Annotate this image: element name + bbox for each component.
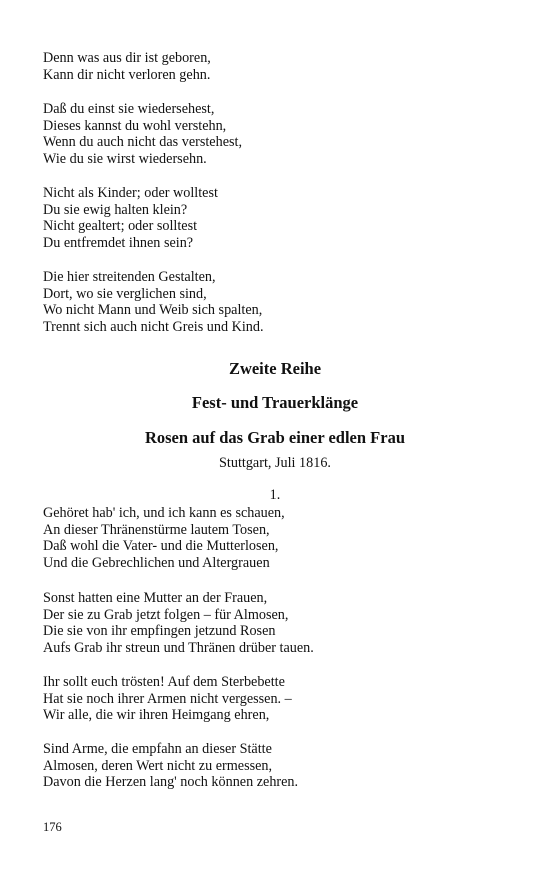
subsection-heading: Fest- und Trauerklänge xyxy=(191,393,359,412)
stanza xyxy=(43,101,513,167)
stanza xyxy=(43,185,513,251)
verse-line: Und die Gebrechlichen und Altergrauen xyxy=(43,554,270,571)
verse-line: Gehöret hab' ich, und ich kann es schauen, xyxy=(43,505,285,521)
stanza xyxy=(43,269,513,335)
page-number: 176 xyxy=(43,820,62,834)
stanza xyxy=(43,50,513,83)
stanza xyxy=(43,674,513,724)
verse-line: Denn was aus dir ist geboren, xyxy=(43,50,211,66)
verse-line: Dort, wo sie verglichen sind, xyxy=(43,285,207,302)
stanza xyxy=(43,741,513,791)
verse-line: An dieser Thränenstürme lautem Tosen, xyxy=(43,521,270,538)
poem-title: Rosen auf das Grab einer edlen Frau xyxy=(144,428,406,447)
verse-line: Hat sie noch ihrer Armen nicht vergessen. – xyxy=(43,690,292,707)
verse-line: Wir alle, die wir ihren Heimgang ehren, xyxy=(43,707,270,724)
verse-line: Nicht als Kinder; oder wolltest xyxy=(43,185,218,201)
verse-line: Daß wohl die Vater- und die Mutterlosen, xyxy=(43,538,279,555)
verse-line: Du entfremdet ihnen sein? xyxy=(43,234,194,251)
verse-line: Davon die Herzen lang' noch können zehren. xyxy=(43,774,299,791)
verse-line: Wenn du auch nicht das verstehest, xyxy=(43,134,242,151)
verse-line: Wo nicht Mann und Weib sich spalten, xyxy=(43,302,263,319)
verse-line: Nicht gealtert; oder solltest xyxy=(43,218,198,235)
verse-line: Wie du sie wirst wiedersehn. xyxy=(43,150,207,167)
verse-line: Die sie von ihr empfingen jetzund Rosen xyxy=(43,623,276,640)
verse-line: Almosen, deren Wert nicht zu ermessen, xyxy=(43,757,273,774)
verse-line: Dieses kannst du wohl verstehn, xyxy=(43,117,227,134)
stanza xyxy=(43,505,513,571)
section-heading: Zweite Reihe xyxy=(228,359,322,378)
verse-line: Ihr sollt euch trösten! Auf dem Sterbebette xyxy=(43,674,285,690)
verse-line: Kann dir nicht verloren gehn. xyxy=(43,66,211,83)
poem-dateline: Stuttgart, Juli 1816. xyxy=(219,455,331,471)
verse-line: Trennt sich auch nicht Greis und Kind. xyxy=(43,318,264,335)
verse-line: Aufs Grab ihr streun und Thränen drüber tauen. xyxy=(43,639,314,656)
verse-line: Sind Arme, die empfahn an dieser Stätte xyxy=(43,741,272,757)
verse-line: Der sie zu Grab jetzt folgen – für Almosen, xyxy=(43,606,289,623)
verse-line: Die hier streitenden Gestalten, xyxy=(43,269,216,285)
verse-line: Sonst hatten eine Mutter an der Frauen, xyxy=(43,590,268,606)
verse-line: Du sie ewig halten klein? xyxy=(43,201,188,218)
verse-line: Daß du einst sie wiedersehest, xyxy=(43,101,215,117)
poem-part-number: 1. xyxy=(269,487,281,503)
stanza xyxy=(43,590,513,656)
